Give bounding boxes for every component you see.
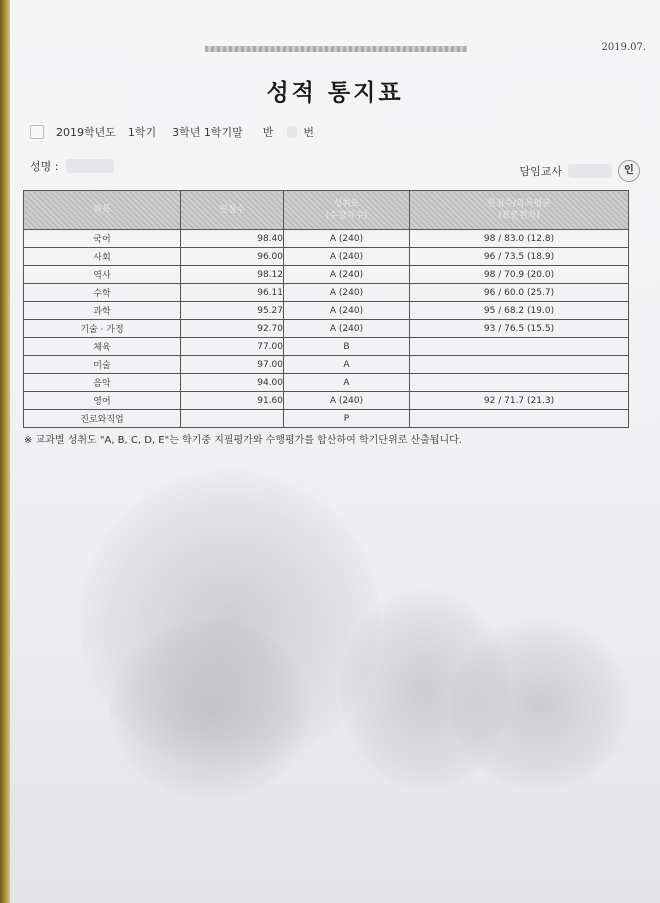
student-name-row [30,158,114,174]
subject-cell: 기술 · 가정 [24,320,181,338]
achievement-cell: A (240) [284,284,410,302]
stat-cell: 95 / 68.2 (19.0) [410,302,629,320]
subject-cell: 음악 [24,374,181,392]
subject-cell: 영어 [24,392,181,410]
score-cell: 92.70 [181,320,284,338]
achievement-cell: B [284,338,410,356]
shadow-stain [110,620,310,800]
achievement-cell: A (240) [284,392,410,410]
number-label: 번 [303,126,315,139]
page-title: 성적 통지표 [266,80,404,106]
score-cell: 98.12 [181,266,284,284]
table-row [24,230,629,248]
subject-cell: 진로와직업 [24,410,181,428]
score-cell: 96.00 [181,248,284,266]
achievement-cell: A (240) [284,230,410,248]
school-year: 2019학년도 [56,126,116,139]
score-cell: 98.40 [181,230,284,248]
teacher-label: 담임교사 [519,165,562,178]
subject-cell: 과학 [24,302,181,320]
grades-table [23,190,629,428]
header-score: 원점수 [181,191,284,230]
header-subject: 과목 [24,191,181,230]
seal-icon: 인 [618,160,640,182]
score-cell: 91.60 [181,392,284,410]
subject-cell: 체육 [24,338,181,356]
redacted-class [287,126,297,138]
redacted-name [66,159,114,173]
subject-cell: 국어 [24,230,181,248]
score-cell: 94.00 [181,374,284,392]
class-label: 반 [262,126,274,139]
redacted-teacher [568,164,612,178]
score-cell: 96.11 [181,284,284,302]
stat-cell: 92 / 71.7 (21.3) [410,392,629,410]
subject-cell: 미술 [24,356,181,374]
stat-cell: 98 / 70.9 (20.0) [410,266,629,284]
checkbox-icon [30,125,44,139]
achievement-cell: A (240) [284,320,410,338]
semester: 1학기 [127,126,157,139]
header-achievement: 성취도 (수강자수) [284,191,410,230]
header-stat: 원점수/과목평균 (표준편차) [410,191,629,230]
table-row [24,302,629,320]
stat-cell [410,410,629,428]
subject-cell: 역사 [24,266,181,284]
table-row [24,248,629,266]
stat-cell [410,374,629,392]
score-cell: 97.00 [181,356,284,374]
stat-cell: 96 / 73.5 (18.9) [410,248,629,266]
achievement-cell: A [284,356,410,374]
achievement-cell: P [284,410,410,428]
achievement-cell: A (240) [284,248,410,266]
report-card-paper [10,0,660,903]
table-header-row [24,191,629,230]
table-row [24,356,629,374]
table-row [24,392,629,410]
redacted-header-strip [205,46,467,52]
table-row [24,338,629,356]
table-row [24,374,629,392]
stat-cell: 96 / 60.0 (25.7) [410,284,629,302]
term-info [30,124,326,140]
teacher-row [519,160,640,182]
achievement-cell: A [284,374,410,392]
stat-cell [410,356,629,374]
stat-cell [410,338,629,356]
issue-date: 2019.07. [601,42,646,53]
subject-cell: 수학 [24,284,181,302]
subject-cell: 사회 [24,248,181,266]
name-label: 성명 : [30,160,59,173]
grade-period: 3학년 1학기말 [172,126,243,139]
stat-cell: 93 / 76.5 (15.5) [410,320,629,338]
footnote: ※ 교과별 성취도 "A, B, C, D, E"는 학기중 지필평가와 수행평가를 합산하여 학기단위로 산출됩니다. [24,435,462,446]
score-cell [181,410,284,428]
table-row [24,410,629,428]
table-row [24,320,629,338]
table-row [24,266,629,284]
score-cell: 77.00 [181,338,284,356]
score-cell: 95.27 [181,302,284,320]
stat-cell: 98 / 83.0 (12.8) [410,230,629,248]
table-row [24,284,629,302]
achievement-cell: A (240) [284,266,410,284]
shadow-stain [340,590,510,790]
achievement-cell: A (240) [284,302,410,320]
